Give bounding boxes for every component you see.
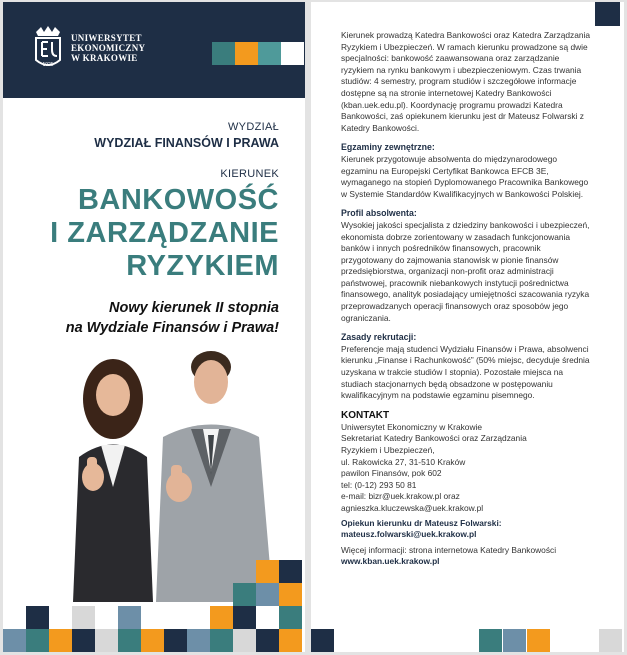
mosaic-tile [256, 583, 279, 606]
mosaic-tile [233, 583, 256, 606]
faculty-name: WYDZIAŁ FINANSÓW I PRAWA [94, 136, 279, 150]
contact-line: ul. Rakowicka 27, 31-510 Kraków [341, 456, 466, 467]
contact-email-link[interactable]: agnieszka.kluczewska@uek.krakow.pl [341, 502, 484, 513]
website-link[interactable]: www.kban.uek.krakow.pl [341, 556, 440, 567]
contact-line: pawilon Finansów, pok 602 [341, 468, 442, 479]
advisor-email-link[interactable]: mateusz.folwarski@uek.krakow.pl [341, 529, 477, 540]
recruit-heading: Zasady rekrutacji: [341, 332, 417, 343]
logo-line: UNIWERSYTET [71, 33, 142, 43]
svg-text:1925: 1925 [42, 62, 54, 68]
mosaic-tile [279, 560, 302, 583]
strip-tile [311, 629, 334, 652]
mosaic-tile [3, 629, 26, 652]
mosaic-tile [72, 629, 95, 652]
crown-emblem-icon [31, 26, 65, 70]
mosaic-tile [210, 629, 233, 652]
exams-text: Kierunek przygotowuje absolwenta do międzynarodowego egzaminu na Europejski Certyfikat Bankowca EFCB 3E, wymaganego na stopień Dyplomowanego Pracownika Bankowego w Systemie Standardów Kwalifikacyjnych w Bankowości Polskiej. [341, 153, 589, 199]
title-line: RYZYKIEM [126, 250, 279, 282]
header-tiles [212, 42, 304, 65]
strip-tile [527, 629, 550, 652]
more-info-text: Więcej informacji: strona internetowa Katedry Bankowości [341, 544, 557, 555]
recruit-text: Preferencje mają studenci Wydziału Finansów i Prawa, absolwenci kierunku „Finanse i Rachunkowość” (50% miejsc, decyduje średnia uzyskana w trakcie studiów I stopnia). Pozostałe miejsca na studiach stacjonarnych będą obsadzone w postępowaniu kwalifikacyjnym na podstawie egzaminu pisemnego. [341, 343, 590, 401]
bottom-tile-strip [311, 628, 624, 652]
tile [235, 42, 258, 65]
profile-text: Wysokiej jakości specjalista z dziedziny bankowości i ubezpieczeń, ekonomista dobrze zorientowany w zasadach funkcjonowania banków i innych pośredników finansowych, pracownik przygotowany do zajmowania stanowisk w pionie finansów przedsiębiorstwa, organizacji non-profit oraz administracji państwowej, pracownik niebankowych instytucji pośrednictwa finansowego, analityk posiadający umiejętności szacowania ryzyka przeprowadzanych operacji finansowych oraz sposobów jego ograniczania. [341, 219, 590, 323]
mosaic-tile [26, 629, 49, 652]
mosaic-tile [164, 629, 187, 652]
mosaic-tile [49, 629, 72, 652]
program-title [9, 184, 279, 283]
mosaic-tile [256, 560, 279, 583]
mosaic-tile [26, 606, 49, 629]
contact-line: Ryzykiem i Ubezpieczeń, [341, 445, 435, 455]
advisor-label: Opiekun kierunku dr Mateusz Folwarski: [341, 517, 502, 528]
mosaic-tile [233, 629, 256, 652]
subtitle-line: Nowy kierunek II stopnia [108, 300, 279, 316]
exams-heading: Egzaminy zewnętrzne: [341, 142, 435, 153]
program-label: KIERUNEK [220, 168, 279, 180]
university-logo [31, 26, 145, 70]
strip-tile [599, 629, 622, 652]
logo-wordmark [71, 33, 145, 63]
mosaic-tile [210, 606, 233, 629]
mosaic-tile [187, 629, 210, 652]
mosaic-tile [279, 629, 302, 652]
contact-line: Uniwersytet Ekonomiczny w Krakowie [341, 421, 483, 432]
contact-block [341, 422, 591, 515]
profile-heading: Profil absolwenta: [341, 208, 417, 219]
logo-line: W KRAKOWIE [71, 53, 138, 63]
tile-mosaic [3, 552, 305, 652]
tile [212, 42, 235, 65]
mosaic-tile [279, 583, 302, 606]
mosaic-tile [72, 606, 95, 629]
cover-page [3, 2, 305, 652]
contact-line: tel: (0-12) 293 50 81 [341, 479, 417, 490]
mosaic-tile [279, 606, 302, 629]
title-line: I ZARZĄDZANIE [50, 217, 279, 249]
corner-tile [595, 2, 620, 26]
info-page [311, 2, 624, 652]
contact-line: e-mail: bizr@uek.krakow.pl oraz [341, 491, 460, 502]
mosaic-tile [256, 629, 279, 652]
title-line: BANKOWOŚĆ [77, 184, 279, 216]
info-text [341, 30, 591, 568]
mosaic-tile [95, 629, 118, 652]
intro-text: Kierunek prowadzą Katedra Bankowości oraz Katedra Zarządzania Ryzykiem i Ubezpieczeń. W ramach kierunku prowadzone są dwie specjalności: bankowość zaawansowana oraz zarządzanie ryzykiem na rynku bankowym i ubezpieczeniowym. Czas trwania studiów: 4 semestry, program studiów i szczegółowe informacje dostępne są na stronie internetowej Katedry Bankowości (kban.uek.edu.pl). Koordynację programu prowadzi Katedra Bankowości, zaś opiekunem kierunku jest dr Mateusz Folwarski z Katedry Bankowości. [341, 30, 591, 133]
contact-line: Sekretariat Katedry Bankowości oraz Zarządzania [341, 433, 527, 444]
strip-tile [479, 629, 502, 652]
program-subtitle [9, 298, 279, 338]
mosaic-tile [141, 629, 164, 652]
strip-tile [503, 629, 526, 652]
mosaic-tile [118, 606, 141, 629]
logo-line: EKONOMICZNY [71, 43, 146, 53]
subtitle-line: na Wydziale Finansów i Prawa! [65, 320, 279, 336]
tile [281, 42, 304, 65]
mosaic-tile [233, 606, 256, 629]
mosaic-tile [118, 629, 141, 652]
contact-heading: KONTAKT [341, 409, 390, 421]
tile [258, 42, 281, 65]
faculty-label: WYDZIAŁ [228, 121, 279, 133]
